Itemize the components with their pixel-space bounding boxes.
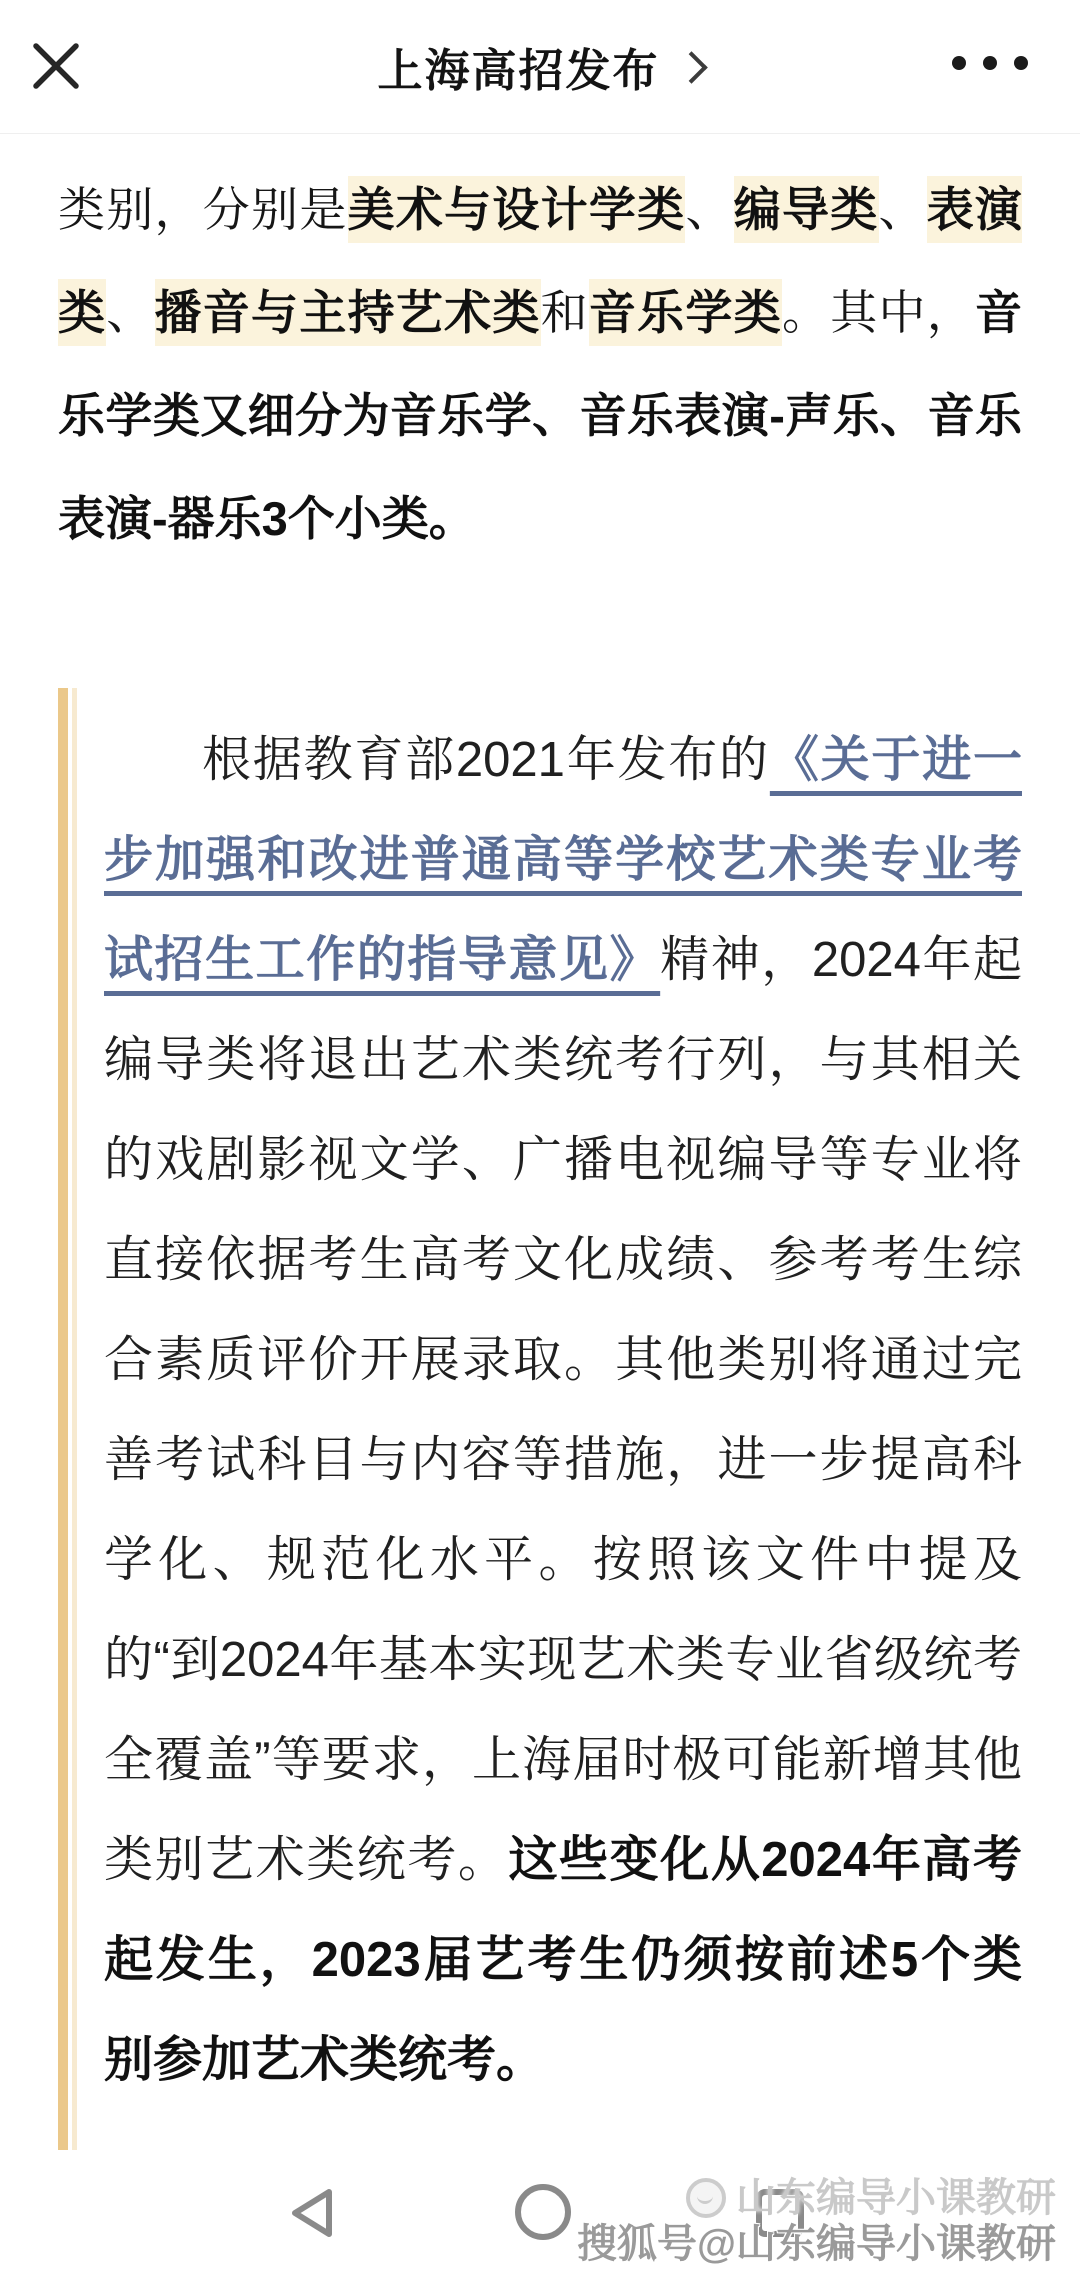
text-run: 根据教育部2021年发布的 [202, 733, 770, 787]
text-run: 表演类 [58, 176, 1022, 346]
quote-paragraph [104, 710, 1022, 2110]
intro-paragraph [58, 158, 1022, 570]
watermark-name: 山东编导小课教研 [736, 2176, 1056, 2220]
text-run: 、 [106, 286, 155, 339]
page-title: 上海高招发布 [377, 45, 660, 96]
article-body [58, 134, 1022, 2150]
text-run: 、 [685, 183, 734, 236]
title-chevron-icon [675, 51, 708, 84]
text-run: 类别，分别是 [58, 183, 348, 236]
text-run: 。其中， [781, 286, 976, 339]
quote-block [58, 688, 1022, 2150]
text-run: 播音与主持艺术类 [155, 279, 541, 346]
text-run: 编导类 [734, 176, 879, 243]
text-run: 音乐学类 [589, 279, 782, 346]
android-nav-bar [0, 2158, 1080, 2273]
header [0, 0, 1080, 134]
watermark-account: 搜狐号@山东编导小课教研 [576, 2222, 1056, 2266]
nav-recents-button[interactable] [755, 2188, 805, 2238]
more-menu-button[interactable] [952, 56, 1028, 70]
text-run: 、 [878, 183, 927, 236]
text-run: 和 [540, 286, 589, 339]
text-run: 音乐学类又细分为音乐学、音乐表演-声乐、音乐表演-器乐3个小类。 [58, 286, 1023, 545]
dot-icon [983, 56, 997, 70]
nav-home-button[interactable] [513, 2182, 573, 2242]
text-run: 美术与设计学类 [348, 176, 686, 243]
dot-icon [952, 56, 966, 70]
dot-icon [1014, 56, 1028, 70]
inline-link[interactable]: 《关于进一步加强和改进普通高等学校艺术类专业考试招生工作的指导意见》 [104, 733, 1022, 987]
text-run: 这些变化从2024年高考起发生，2023届艺考生仍须按前述5个类别参加艺术类统考。 [104, 1833, 1022, 2087]
account-title-button[interactable] [0, 0, 1080, 133]
text-run: 精神，2024年起编导类将退出艺术类统考行列，与其相关的戏剧影视文学、广播电视编导等专业将直接依据考生高考文化成绩、参考考生综合素质评价开展录取。其他类别将通过完善考试科目与内容等措施，进一步提高科学化、规范化水平。按照该文件中提及的“到2024年基本实现艺术类专业省级统考全覆盖”等要求，上海届时极可能新增其他类别艺术类统考。 [104, 933, 1022, 1887]
nav-back-button[interactable] [287, 2186, 335, 2240]
